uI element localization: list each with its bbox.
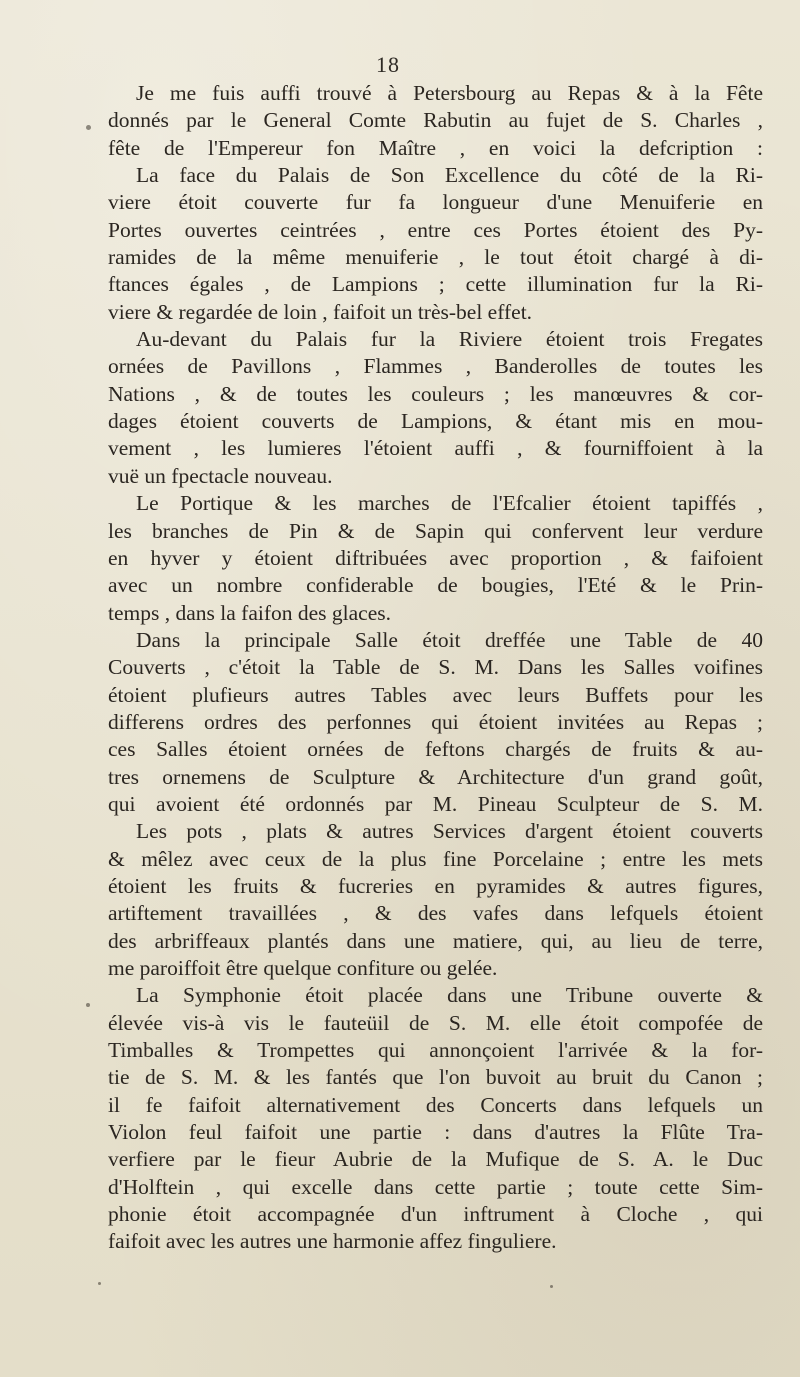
text-line: verfiere par le fieur Aubrie de la Mufique de S. A. le Duc <box>108 1147 763 1172</box>
text-line: fête de l'Empereur fon Maître , en voici la defcription : <box>108 135 763 160</box>
text-line: les branches de Pin & de Sapin qui confervent leur verdure <box>108 518 763 543</box>
text-line: tres ornemens de Sculpture & Architecture d'un grand goût, <box>108 764 763 789</box>
page-number: 18 <box>376 52 400 77</box>
text-line: temps , dans la faifon des glaces. <box>108 600 391 625</box>
text-line: ces Salles étoient ornées de feftons chargés de fruits & au- <box>108 737 763 762</box>
text-line: donnés par le General Comte Rabutin au fujet de S. Charles , <box>108 108 763 133</box>
text-line: Timballes & Trompettes qui annonçoient l'arrivée & la for- <box>108 1038 763 1063</box>
text-line: étoient les fruits & fucreries en pyramides & autres figures, <box>108 873 763 898</box>
text-line: avec un nombre confiderable de bougies, l'Eté & le Prin- <box>108 573 763 598</box>
text-line: Nations , & de toutes les couleurs ; les manœuvres & cor- <box>108 381 763 406</box>
text-line: viere étoit couverte fur fa longueur d'une Menuiferie en <box>108 190 763 215</box>
text-line: & mêlez avec ceux de la plus fine Porcelaine ; entre les mets <box>108 846 763 871</box>
text-line: élevée vis-à vis le fauteüil de S. M. elle étoit compofée de <box>108 1010 763 1035</box>
text-line: Violon feul faifoit une partie : dans d'autres la Flûte Tra- <box>108 1120 763 1145</box>
text-line: La face du Palais de Son Excellence du côté de la Ri- <box>136 163 763 188</box>
ink-speck <box>98 1282 101 1285</box>
text-line: étoient plufieurs autres Tables avec leurs Buffets pour les <box>108 682 763 707</box>
text-line: dages étoient couverts de Lampions, & étant mis en mou- <box>108 409 763 434</box>
text-line: viere & regardée de loin , faifoit un très-bel effet. <box>108 299 533 324</box>
text-line: vuë un fpectacle nouveau. <box>108 463 333 488</box>
text-line: Au-devant du Palais fur la Riviere étoient trois Fregates <box>136 327 763 352</box>
text-line: me paroiffoit être quelque confiture ou gelée. <box>108 956 498 980</box>
text-line: Couverts , c'étoit la Table de S. M. Dans les Salles voifines <box>108 655 763 680</box>
text-line: ramides de la même menuiferie , le tout étoit chargé à di- <box>108 245 763 270</box>
text-line: ornées de Pavillons , Flammes , Banderolles de toutes les <box>108 354 763 379</box>
ink-speck <box>86 1003 90 1007</box>
text-line: phonie étoit accompagnée d'un inftrument à Cloche , qui <box>108 1202 763 1227</box>
text-line: Le Portique & les marches de l'Efcalier étoient tapiffés , <box>136 491 763 516</box>
text-line: ftances égales , de Lampions ; cette illumination fur la Ri- <box>108 272 763 297</box>
text-line: tie de S. M. & les fantés que l'on buvoit au bruit du Canon ; <box>108 1065 763 1090</box>
text-line: qui avoient été ordonnés par M. Pineau Sculpteur de S. M. <box>108 791 763 816</box>
text-line: d'Holftein , qui excelle dans cette partie ; toute cette Sim- <box>108 1174 763 1199</box>
text-line: il fe faifoit alternativement des Concerts dans lefquels un <box>108 1092 763 1117</box>
ink-speck <box>550 1285 553 1288</box>
text-line: Dans la principale Salle étoit dreffée une Table de 40 <box>136 627 763 652</box>
ink-speck <box>86 125 91 130</box>
text-line: Portes ouvertes ceintrées , entre ces Portes étoient des Py- <box>108 217 763 242</box>
text-line: artiftement travaillées , & des vafes dans lefquels étoient <box>108 901 763 926</box>
body-text <box>108 80 763 1256</box>
text-line: Les pots , plats & autres Services d'argent étoient couverts <box>136 819 763 844</box>
text-line: faifoit avec les autres une harmonie affez finguliere. <box>108 1229 557 1254</box>
text-line: vement , les lumieres l'étoient auffi , & fourniffoient à la <box>108 436 763 461</box>
text-line: differens ordres des perfonnes qui étoient invitées au Repas ; <box>108 709 763 734</box>
text-line: Je me fuis auffi trouvé à Petersbourg au Repas & à la Fête <box>136 81 763 105</box>
text-line: La Symphonie étoit placée dans une Tribune ouverte & <box>136 983 763 1008</box>
text-line: des arbriffeaux plantés dans une matiere, qui, au lieu de terre, <box>108 928 763 953</box>
text-line: en hyver y étoient diftribuées avec proportion , & faifoient <box>108 545 763 570</box>
